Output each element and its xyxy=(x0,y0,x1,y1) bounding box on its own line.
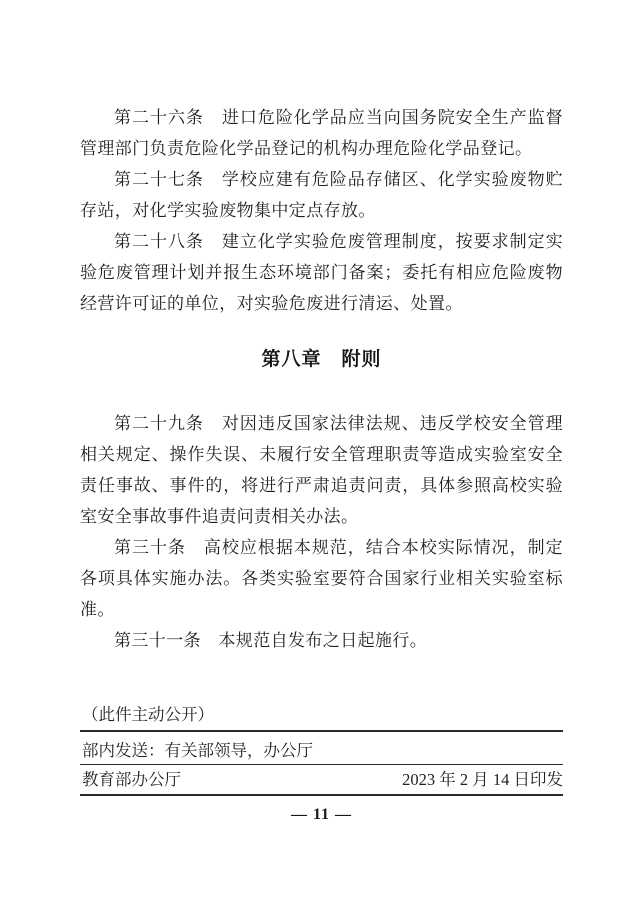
article-31-paragraph: 第三十一条 本规范自发布之日起施行。 xyxy=(114,631,428,650)
colophon xyxy=(80,700,563,824)
chapter-8-heading: 第八章 附则 xyxy=(261,349,382,370)
disclosure-note: （此件主动公开） xyxy=(80,700,563,732)
distribution-line: 部内发送：有关部领导，办公厅 xyxy=(80,732,563,765)
article-29-paragraph: 第二十九条 对因违反国家法律法规、违反学校安全管理相关规定、操作失误、未履行安全管理职责等造成实验室安全责任事故、事件的，将进行严肃追责问责，具体参照高校实验室安全事故事件追责问责相关办法。 xyxy=(80,414,563,526)
page-number: — 11 — xyxy=(290,806,353,823)
print-date: 2023 年 2 月 14 日印发 xyxy=(402,770,563,789)
article-28-paragraph: 第二十八条 建立化学实验危废管理制度，按要求制定实验危废管理计划并报生态环境部门备案；委托有相应危险废物经营许可证的单位，对实验危废进行清运、处置。 xyxy=(80,232,563,313)
article-30-paragraph: 第三十条 高校应根据本规范，结合本校实际情况，制定各项具体实施办法。各类实验室要符合国家行业相关实验室标准。 xyxy=(80,538,563,619)
document-body xyxy=(80,102,563,656)
article-26-paragraph: 第二十六条 进口危险化学品应当向国务院安全生产监督管理部门负责危险化学品登记的机构办理危险化学品登记。 xyxy=(80,108,563,158)
issuer-row xyxy=(80,765,563,796)
article-27-paragraph: 第二十七条 学校应建有危险品存储区、化学实验废物贮存站，对化学实验废物集中定点存放。 xyxy=(80,170,563,220)
issuing-office: 教育部办公厅 xyxy=(82,770,181,789)
